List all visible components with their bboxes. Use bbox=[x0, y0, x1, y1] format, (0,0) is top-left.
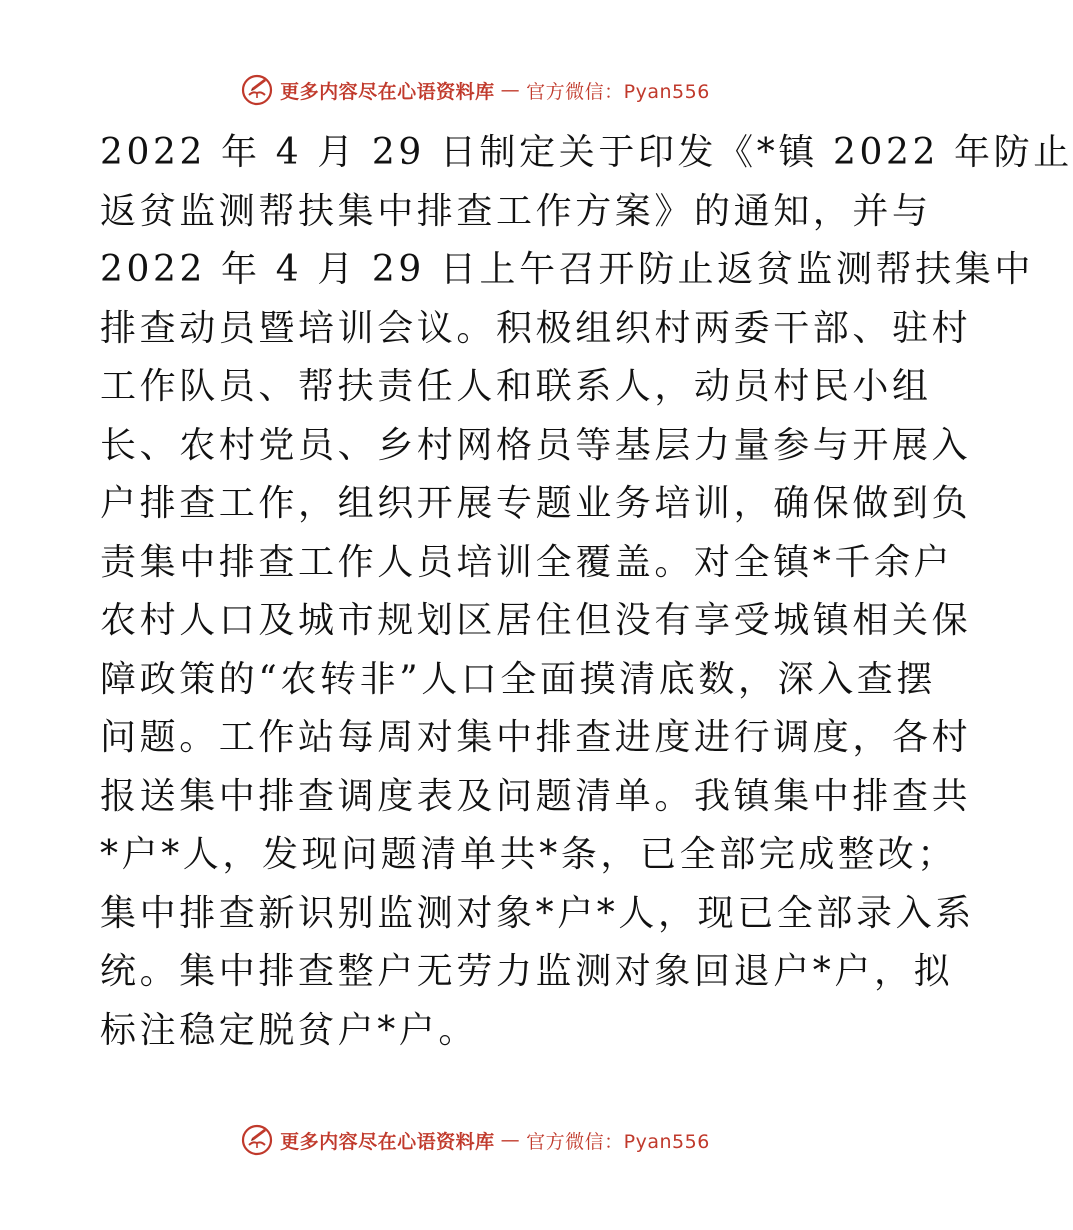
header-contact-text: 官方微信：Pyan556 bbox=[526, 80, 710, 103]
body-line: 农村人口及城市规划区居住但没有享受城镇相关保 bbox=[100, 600, 972, 641]
body-line: 2022 年 4 月 29 日上午召开防止返贫监测帮扶集中 bbox=[100, 249, 1034, 290]
body-line: 2022 年 4 月 29 日制定关于印发《*镇 2022 年防止 bbox=[100, 132, 1073, 173]
body-line: 长、农村党员、乡村网格员等基层力量参与开展入 bbox=[100, 424, 972, 466]
footer-brand-text: 更多内容尽在心语资料库 bbox=[280, 1130, 495, 1153]
book-pen-logo-icon bbox=[240, 73, 274, 107]
footer-contact-text: 官方微信：Pyan556 bbox=[526, 1130, 710, 1153]
body-line: 障政策的“农转非”人口全面摸清底数，深入查摆 bbox=[100, 658, 937, 700]
footer-separator: — bbox=[500, 1129, 521, 1151]
body-line: 返贫监测帮扶集中排查工作方案》的通知，并与 bbox=[100, 190, 932, 232]
header-brand-text: 更多内容尽在心语资料库 bbox=[280, 80, 495, 103]
header-banner bbox=[240, 73, 710, 107]
body-line: 排查动员暨培训会议。积极组织村两委干部、驻村 bbox=[100, 307, 972, 349]
book-pen-logo-icon bbox=[240, 1123, 274, 1157]
body-line: 户排查工作，组织开展专题业务培训，确保做到负 bbox=[100, 483, 972, 524]
footer-banner bbox=[240, 1123, 710, 1157]
page-footer bbox=[0, 1120, 950, 1160]
body-line: 标注稳定脱贫户*户。 bbox=[100, 1009, 479, 1051]
body-line: 报送集中排查调度表及问题清单。我镇集中排查共 bbox=[100, 775, 972, 817]
body-line: 责集中排查工作人员培训全覆盖。对全镇*千余户 bbox=[100, 541, 954, 583]
body-line: 统。集中排查整户无劳力监测对象回退户*户，拟 bbox=[100, 951, 954, 992]
page-header bbox=[0, 70, 950, 110]
body-line: *户*人，发现问题清单共*条，已全部完成整改； bbox=[100, 834, 957, 875]
body-line: 问题。工作站每周对集中排查进度进行调度，各村 bbox=[100, 717, 972, 758]
document-body bbox=[100, 124, 1073, 1060]
header-separator: — bbox=[500, 79, 521, 101]
body-line: 工作队员、帮扶责任人和联系人，动员村民小组 bbox=[100, 366, 932, 407]
body-line: 集中排查新识别监测对象*户*人，现已全部录入系 bbox=[100, 892, 975, 934]
